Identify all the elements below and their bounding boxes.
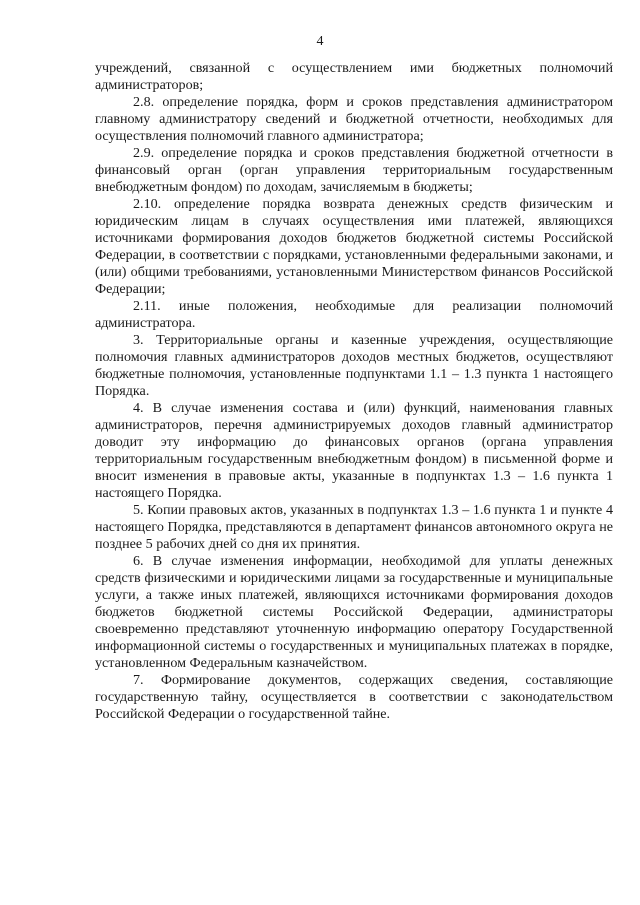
paragraph-4: 4. В случае изменения состава и (или) функций, наименования главных администраторов, перечня администрируемых доходов главный администратор доводит эту информацию до финансовых органов (органа управления территориальным государственным внебюджетным фондом) в письменной форме и вносит изменения в правовые акты, указанные в подпунктах 1.3 – 1.6 пункта 1 настоящего Порядка. xyxy=(95,400,613,501)
paragraph-5: 5. Копии правовых актов, указанных в подпунктах 1.3 – 1.6 пункта 1 и пункте 4 настоящего Порядка, представляются в департамент финансов автономного округа не позднее 5 рабочих дней со дня их принятия. xyxy=(95,502,613,552)
paragraph-continuation: учреждений, связанной с осуществлением ими бюджетных полномочий администраторов; xyxy=(95,60,613,93)
paragraph-2-11: 2.11. иные положения, необходимые для реализации полномочий администратора. xyxy=(95,298,613,331)
document-body xyxy=(95,60,613,723)
paragraph-6: 6. В случае изменения информации, необходимой для уплаты денежных средств физическими и юридическими лицами за государственные и муниципальные услуги, а также иных платежей, являющихся источниками формирования доходов бюджетов бюджетной системы Российской Федерации, администраторы своевременно представляют уточненную информацию оператору Государственной информационной системы о государственных и муниципальных платежах в порядке, установленном Федеральным казначейством. xyxy=(95,553,613,671)
page-number: 4 xyxy=(316,34,324,49)
paragraph-2-8: 2.8. определение порядка, форм и сроков представления администратором главному администратору сведений и бюджетной отчетности, необходимых для осуществления полномочий главного администратора; xyxy=(95,94,613,144)
paragraph-3: 3. Территориальные органы и казенные учреждения, осуществляющие полномочия главных администраторов доходов местных бюджетов, осуществляют бюджетные полномочия, установленные подпунктами 1.1 – 1.3 пункта 1 настоящего Порядка. xyxy=(95,332,613,399)
paragraph-2-9: 2.9. определение порядка и сроков представления бюджетной отчетности в финансовый орган (орган управления территориальным государственным внебюджетным фондом) по доходам, зачисляемым в бюджеты; xyxy=(95,145,613,195)
paragraph-7: 7. Формирование документов, содержащих сведения, составляющие государственную тайну, осуществляется в соответствии с законодательством Российской Федерации о государственной тайне. xyxy=(95,672,613,722)
paragraph-2-10: 2.10. определение порядка возврата денежных средств физическим и юридическим лицам в случаях осуществления ими платежей, являющихся источниками формирования доходов бюджетов бюджетной системы Российской Федерации, в соответствии с порядками, установленными федеральными законами, и (или) общими требованиями, установленными Министерством финансов Российской Федерации; xyxy=(95,196,613,297)
